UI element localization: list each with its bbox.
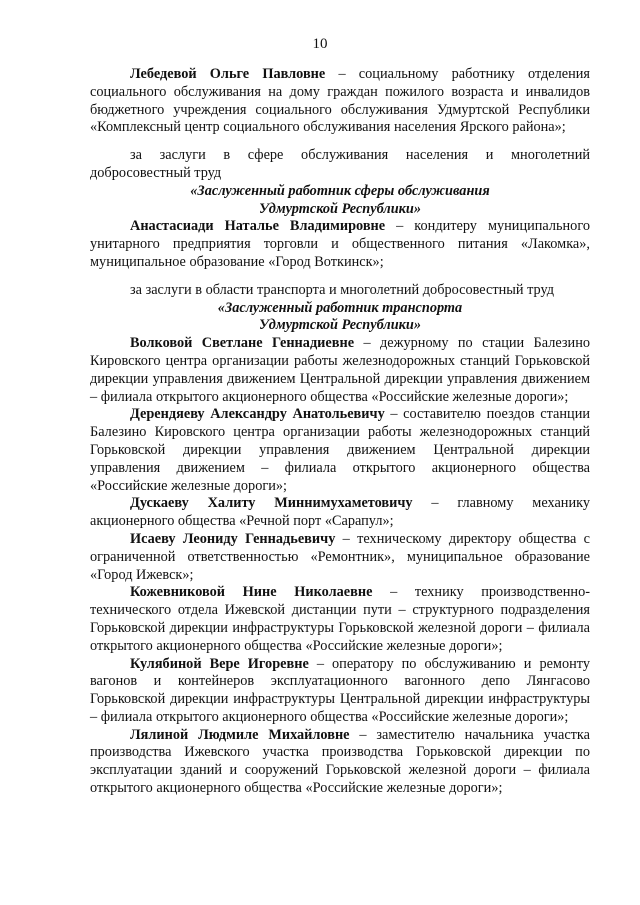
recipient-description: – кондитеру муниципального унитарного предприятия торговли и общественного питания «Лакомка», муниципальное образование «Город Воткинск»; xyxy=(90,218,590,270)
award-entry xyxy=(90,531,590,584)
recipient-name: Анастасиади Наталье Владимировне xyxy=(130,218,386,235)
award-entry xyxy=(90,656,590,727)
award-title-line: Удмуртской Республики» xyxy=(258,200,422,217)
award-entry xyxy=(90,335,590,406)
recipient-name: Дускаеву Халиту Миннимухаметовичу xyxy=(130,495,413,512)
recipient-description: – социальному работнику отделения социального обслуживания на дому граждан пожилого возраста и инвалидов бюджетного учреждения социального обслуживания Удмуртской Республики «Комплексный центр социального обслуживания населения Ярского района»; xyxy=(90,66,590,136)
document-body xyxy=(90,66,590,798)
section-intro: за заслуги в сфере обслуживания населения и многолетний добросовестный труд xyxy=(90,147,590,181)
recipient-description: – технику производственно-технического отдела Ижевской дистанции пути – структурного подразделения Горьковской дирекции инфраструктуры Горьковской железной дороги – филиала открытого акционерного общества «Российские железные дороги»; xyxy=(90,584,590,654)
award-entry xyxy=(90,584,590,655)
recipient-description: – составителю поездов станции Балезино Кировского центра организации работы железнодорожных станций Горьковской дирекции управления движением Центральной дирекции управления движением – филиала открытого акционерного общества «Российские железные дороги»; xyxy=(90,406,590,494)
recipient-description: – оператору по обслуживанию и ремонту вагонов и контейнеров эксплуатационного вагонного депо Лянгасово Горьковской дирекции инфраструктуры Центральной дирекции инфраструктуры – филиала открытого акционерного общества «Российские железные дороги»; xyxy=(90,655,590,725)
recipient-description: – главному механику акционерного общества «Речной порт «Сарапул»; xyxy=(90,495,590,530)
award-title xyxy=(90,183,590,219)
recipient-name: Лебедевой Ольге Павловне xyxy=(130,66,326,82)
award-entry xyxy=(90,218,590,271)
award-entry xyxy=(90,495,590,531)
recipient-name: Волковой Светлане Геннадиевне xyxy=(130,335,355,352)
award-title-line: Удмуртской Республики» xyxy=(258,317,422,334)
recipient-description: – заместителю начальника участка производства Ижевского участка производства Горьковской дирекции по эксплуатации зданий и сооружений Горьковской железной дороги – филиала открытого акционерного общества «Российские железные дороги»; xyxy=(90,726,590,797)
page-number: 10 xyxy=(312,36,328,52)
recipient-description: – дежурному по стации Балезино Кировского центра организации работы железнодорожных станций Горьковской дирекции управления движением Центральной дирекции управления движением – филиала открытого акционерного общества «Российские железные дороги»; xyxy=(90,335,590,405)
recipient-name: Дерендяеву Александру Анатольевичу xyxy=(130,406,385,423)
award-entry xyxy=(90,66,590,137)
award-title-line: «Заслуженный работник транспорта xyxy=(217,299,463,316)
recipient-name: Лялиной Людмиле Михайловне xyxy=(130,726,350,743)
recipient-name: Кулябиной Вере Игоревне xyxy=(130,655,309,672)
award-title xyxy=(90,300,590,336)
award-title-line: «Заслуженный работник сферы обслуживания xyxy=(190,182,490,199)
recipient-name: Исаеву Леониду Геннадьевичу xyxy=(130,530,336,547)
award-entry xyxy=(90,727,590,798)
recipient-description: – техническому директору общества с ограниченной ответственностью «Ремонтник», муниципальное образование «Город Ижевск»; xyxy=(90,530,590,583)
section-intro: за заслуги в области транспорта и многолетний добросовестный труд xyxy=(130,281,554,298)
recipient-name: Кожевниковой Нине Николаевне xyxy=(130,584,373,601)
award-entry xyxy=(90,406,590,495)
